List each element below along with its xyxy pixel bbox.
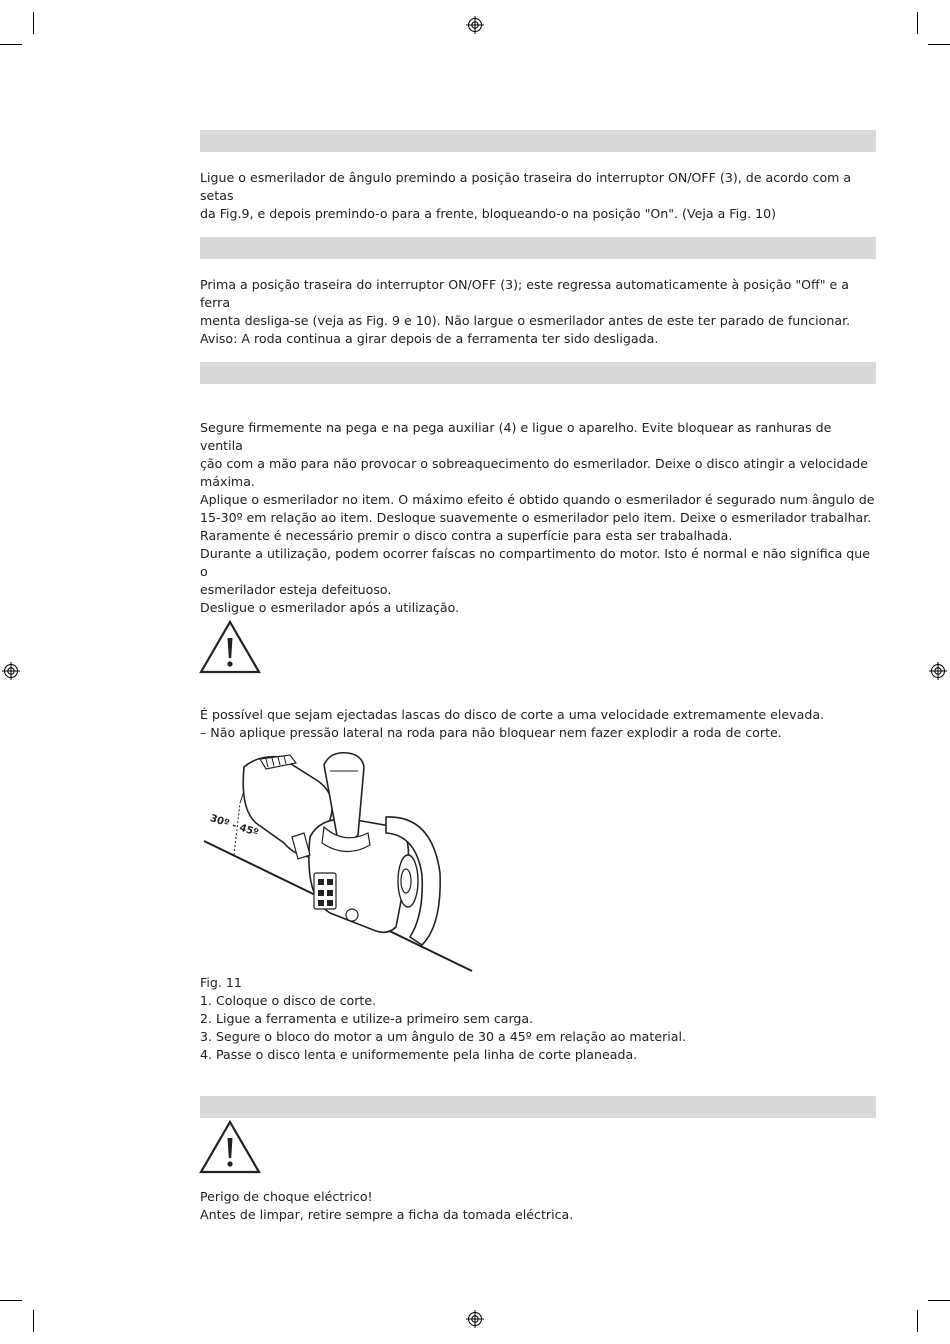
section-header-bar — [200, 237, 876, 259]
crop-mark — [33, 12, 34, 34]
warning-triangle-icon — [199, 620, 261, 674]
crop-mark — [917, 12, 918, 34]
figure-caption: Fig. 11 — [200, 975, 242, 990]
crop-mark — [33, 1310, 34, 1332]
registration-mark-icon — [466, 16, 484, 34]
angle-label: 30º - 45º — [208, 813, 260, 839]
operation-paragraph: Segure firmemente na pega e na pega auxiliar (4) e ligue o aparelho. Evite bloquear as ranhuras de ventila ção com a mão para não provocar o sobreaquecimento do esmerilador. Deixe o disco atingir a velocidade máxima. Aplique o esmerilador no item. O máximo efeito é obtido quando o esmerilador é segurado num ângulo de 15-30º em relação ao item. Desloque suavemente o esmerilador pelo item. Deixe o esmerilador trabalhar. Raramente é necessário premir o disco contra a superfície para esta ser trabalhada. Durante a utilização, podem ocorrer faíscas no compartimento do motor. Isto é normal e não significa que o esmerilador esteja defeituoso. Desligue o esmerilador após a utilização. — [200, 420, 875, 615]
registration-mark-icon — [2, 662, 20, 680]
warning-triangle-icon — [199, 1120, 261, 1174]
cutting-steps-list: 1. Coloque o disco de corte. 2. Ligue a ferramenta e utilize-a primeiro sem carga. 3. Segure o bloco do motor a um ângulo de 30 a 45º em relação ao material. 4. Passe o disco lenta e uniformemente pela linha de corte planeada. — [200, 993, 686, 1062]
registration-mark-icon — [929, 662, 947, 680]
crop-mark — [0, 1300, 22, 1301]
section-header-bar — [200, 130, 876, 152]
cutting-warning-text: É possível que sejam ejectadas lascas do disco de corte a uma velocidade extremamente elevada. – Não aplique pressão lateral na roda para não bloquear nem fazer explodir a roda de corte. — [200, 707, 825, 740]
crop-mark — [0, 44, 22, 45]
crop-mark — [928, 1300, 950, 1301]
section-header-bar — [200, 1096, 876, 1118]
crop-mark — [928, 44, 950, 45]
registration-mark-icon — [466, 1310, 484, 1328]
section-header-bar — [200, 362, 876, 384]
switch-on-paragraph: Ligue o esmerilador de ângulo premindo a posição traseira do interruptor ON/OFF (3), de acordo com a setas da Fig.9, e depois premindo-o para a frente, bloqueando-o na posição "On". (Veja a Fig. 10) — [200, 170, 852, 221]
electric-shock-warning: Perigo de choque eléctrico! Antes de limpar, retire sempre a ficha da tomada eléctrica. — [200, 1189, 574, 1222]
switch-off-paragraph: Prima a posição traseira do interruptor ON/OFF (3); este regressa automaticamente à posição "Off" e a ferra menta desliga-se (veja as Fig. 9 e 10). Não largue o esmerilador antes de este ter parado de funcionar. Aviso: A roda continua a girar depois de a ferramenta ter sido desligada. — [200, 277, 851, 346]
crop-mark — [917, 1310, 918, 1332]
angle-grinder-illustration — [200, 745, 480, 975]
